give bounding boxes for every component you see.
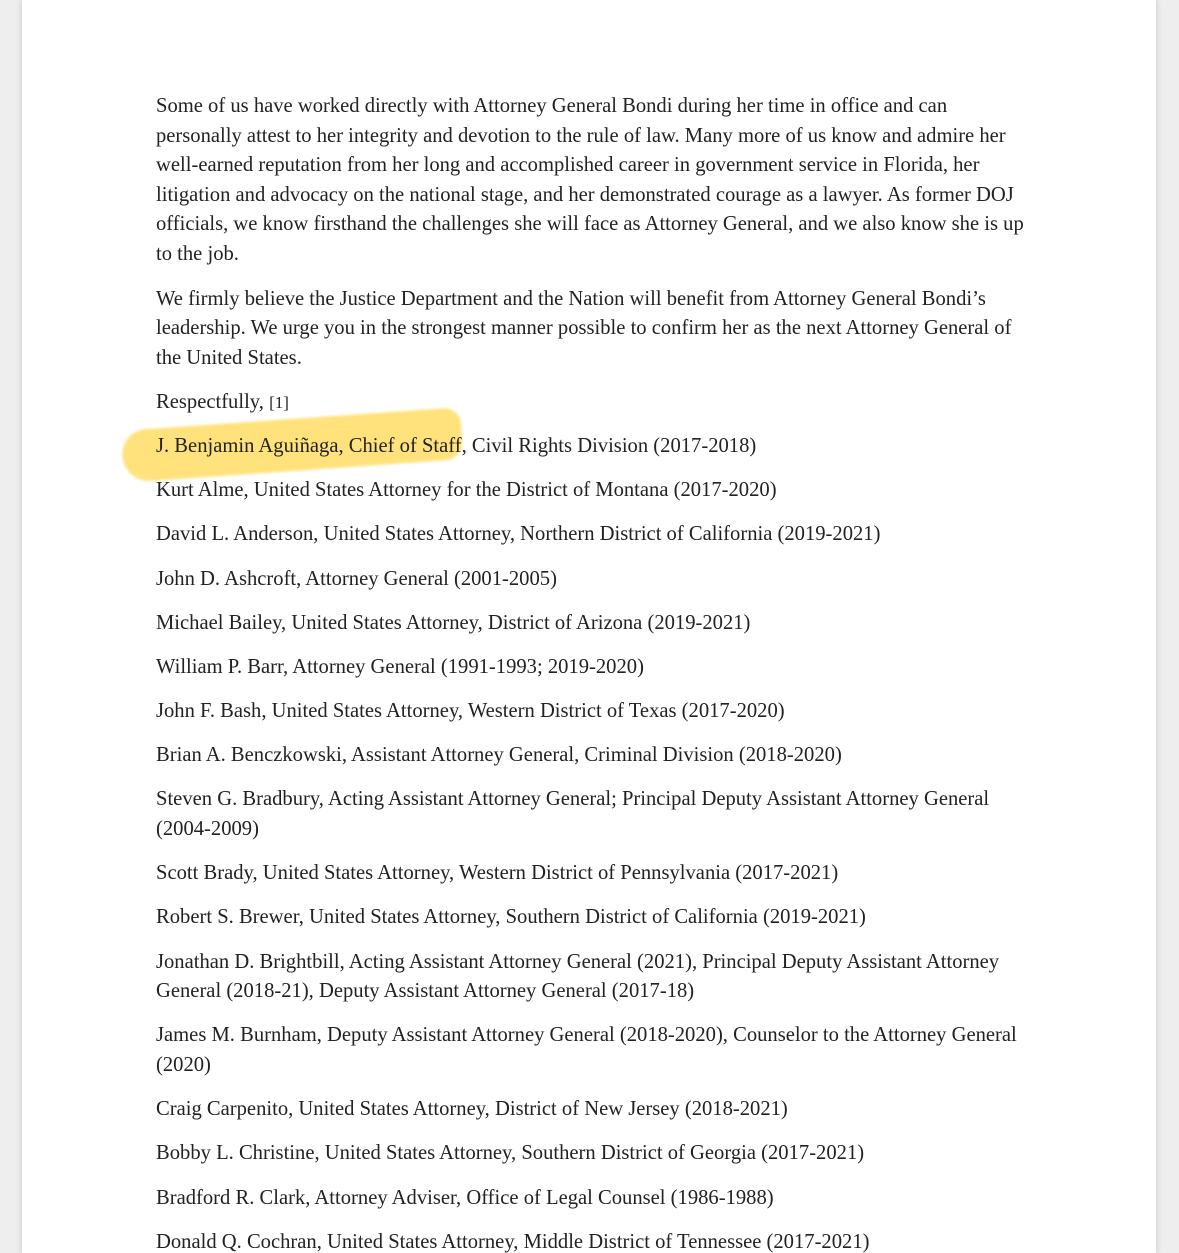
signer-item: Steven G. Bradbury, Acting Assistant Attorney General; Principal Deputy Assistant Attorney General (2004-2009)	[156, 788, 990, 841]
signer-item: James M. Burnham, Deputy Assistant Attorney General (2018-2020), Counselor to the Attorney General (2020)	[156, 1024, 1017, 1076]
signer-item: Donald Q. Cochran, United States Attorney, Middle District of Tennessee (2017-2021)	[156, 1230, 870, 1253]
signer-item: Kurt Alme, United States Attorney for the District of Montana (2017-2020)	[156, 479, 777, 502]
paragraph-urge-confirmation: We firmly believe the Justice Department and the Nation will benefit from Attorney General Bondi’s leadership. We urge you in the strongest manner possible to confirm her as the next Attorney General of the United States.	[156, 287, 1012, 369]
paragraph-endorsement: Some of us have worked directly with Attorney General Bondi during her time in office and can personally attest to her integrity and devotion to the rule of law. Many more of us know and admire her well-earned reputation from her long and accomplished career in government service in Florida, her litigation and advocacy on the national stage, and her demonstrated courage as a lawyer. As former DOJ officials, we know firsthand the challenges she will face as Attorney General, and we also know she is up to the job.	[156, 95, 1024, 265]
signer-item: John F. Bash, United States Attorney, Western District of Texas (2017-2020)	[156, 700, 785, 723]
signer-text: J. Benjamin Aguiñaga, Chief of Staff, Civil Rights Division (2017-2018)	[156, 434, 757, 457]
footnote-link[interactable]: [1]	[269, 393, 289, 413]
signer-item: David L. Anderson, United States Attorney, Northern District of California (2019-2021)	[156, 523, 881, 546]
signer-item: Jonathan D. Brightbill, Acting Assistant Attorney General (2021), Principal Deputy Assistant Attorney General (2018-21), Deputy Assistant Attorney General (2017-18)	[156, 950, 1000, 1003]
signer-item: Bradford R. Clark, Attorney Adviser, Office of Legal Counsel (1986-1988)	[156, 1186, 774, 1209]
signer-item: Robert S. Brewer, United States Attorney, Southern District of California (2019-2021)	[156, 906, 866, 929]
signer-list	[156, 432, 1036, 1253]
signer-item: Bobby L. Christine, United States Attorney, Southern District of Georgia (2017-2021)	[156, 1142, 865, 1165]
signer-item: John D. Ashcroft, Attorney General (2001-2005)	[156, 567, 557, 590]
signer-item: Michael Bailey, United States Attorney, District of Arizona (2019-2021)	[156, 611, 751, 634]
letter-body	[156, 92, 1036, 1253]
signer-item: Scott Brady, United States Attorney, Western District of Pennsylvania (2017-2021)	[156, 862, 839, 885]
signer-item: Brian A. Benczkowski, Assistant Attorney General, Criminal Division (2018-2020)	[156, 744, 842, 767]
signer-item-highlighted	[156, 432, 1036, 462]
closing-text: Respectfully,	[156, 391, 264, 414]
document-page	[22, 0, 1156, 1253]
signer-item: Craig Carpenito, United States Attorney, District of New Jersey (2018-2021)	[156, 1098, 788, 1121]
closing-line	[156, 388, 1036, 418]
signer-item: William P. Barr, Attorney General (1991-1993; 2019-2020)	[156, 655, 644, 678]
